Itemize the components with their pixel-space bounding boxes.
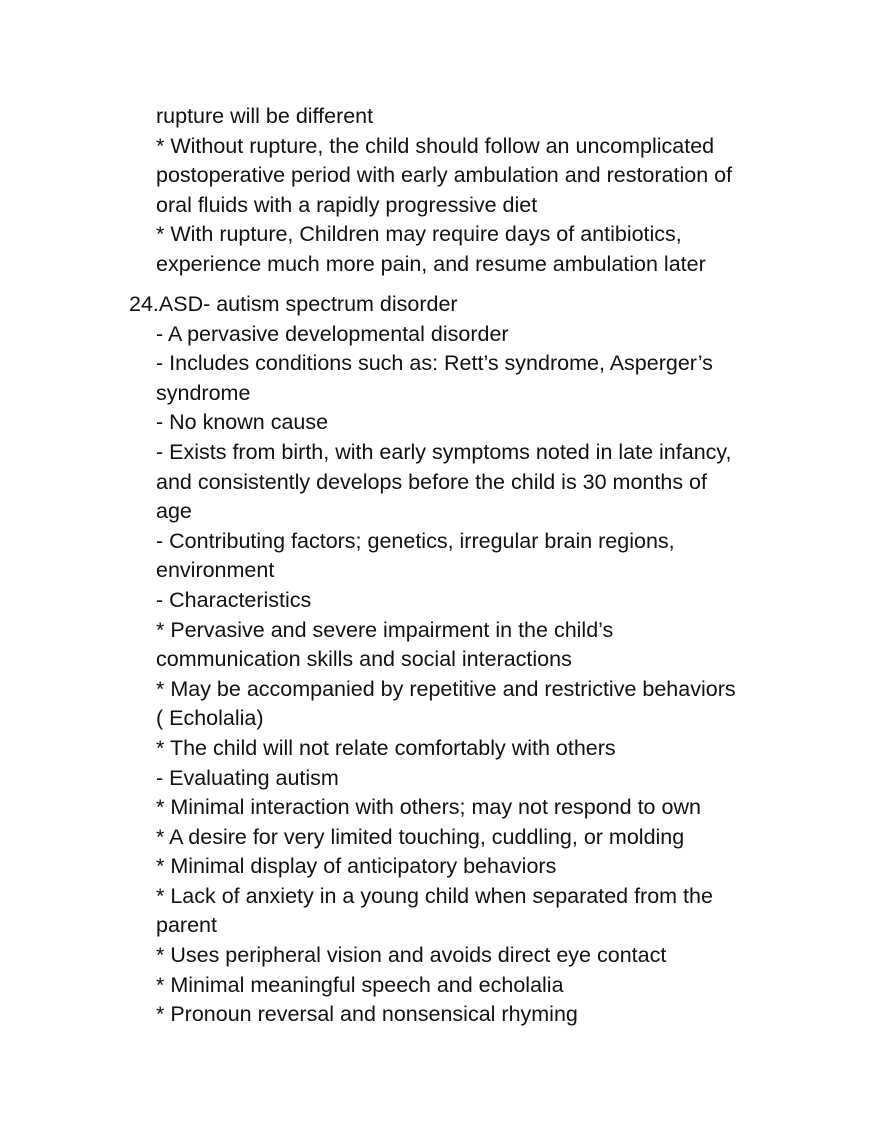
section-heading: 24.ASD- autism spectrum disorder xyxy=(129,292,458,316)
text-line: ( Echolalia) xyxy=(156,706,264,731)
text-line: * Lack of anxiety in a young child when separated from the xyxy=(156,883,713,908)
text-line: * Without rupture, the child should follow an uncomplicated xyxy=(156,133,715,158)
text-line: - A pervasive developmental disorder xyxy=(156,321,509,346)
text-line: communication skills and social interactions xyxy=(156,647,572,672)
section-asd xyxy=(0,290,880,1030)
text-line: - Includes conditions such as: Rett’s syndrome, Asperger’s xyxy=(156,351,713,376)
text-line: * Pronoun reversal and nonsensical rhyming xyxy=(156,1002,578,1027)
text-line: environment xyxy=(156,558,275,583)
text-line: - Exists from birth, with early symptoms noted in late infancy, xyxy=(156,439,732,464)
text-line: oral fluids with a rapidly progressive diet xyxy=(156,192,538,217)
text-line: * A desire for very limited touching, cuddling, or molding xyxy=(156,824,685,849)
text-line: * Pervasive and severe impairment in the child’s xyxy=(156,617,614,642)
text-line: - Characteristics xyxy=(156,587,312,612)
text-line: syndrome xyxy=(156,380,251,405)
text-line: rupture will be different xyxy=(156,104,374,128)
text-line: parent xyxy=(156,913,217,938)
text-line: age xyxy=(156,499,192,524)
text-line: and consistently develops before the child is 30 months of xyxy=(156,469,707,494)
text-line: * With rupture, Children may require days of antibiotics, xyxy=(156,222,682,247)
continuation-block xyxy=(0,102,880,280)
text-line: * Uses peripheral vision and avoids direct eye contact xyxy=(156,943,667,968)
text-line: - Contributing factors; genetics, irregular brain regions, xyxy=(156,528,675,553)
text-line: * May be accompanied by repetitive and restrictive behaviors xyxy=(156,676,736,701)
text-line: * Minimal meaningful speech and echolalia xyxy=(156,972,564,997)
text-line: postoperative period with early ambulation and restoration of xyxy=(156,163,733,188)
text-line: * The child will not relate comfortably with others xyxy=(156,735,616,760)
text-line: experience much more pain, and resume ambulation later xyxy=(156,251,706,276)
text-line: * Minimal interaction with others; may not respond to own xyxy=(156,795,701,820)
text-line: * Minimal display of anticipatory behaviors xyxy=(156,854,557,879)
text-line: - No known cause xyxy=(156,410,329,435)
text-line: - Evaluating autism xyxy=(156,765,339,790)
